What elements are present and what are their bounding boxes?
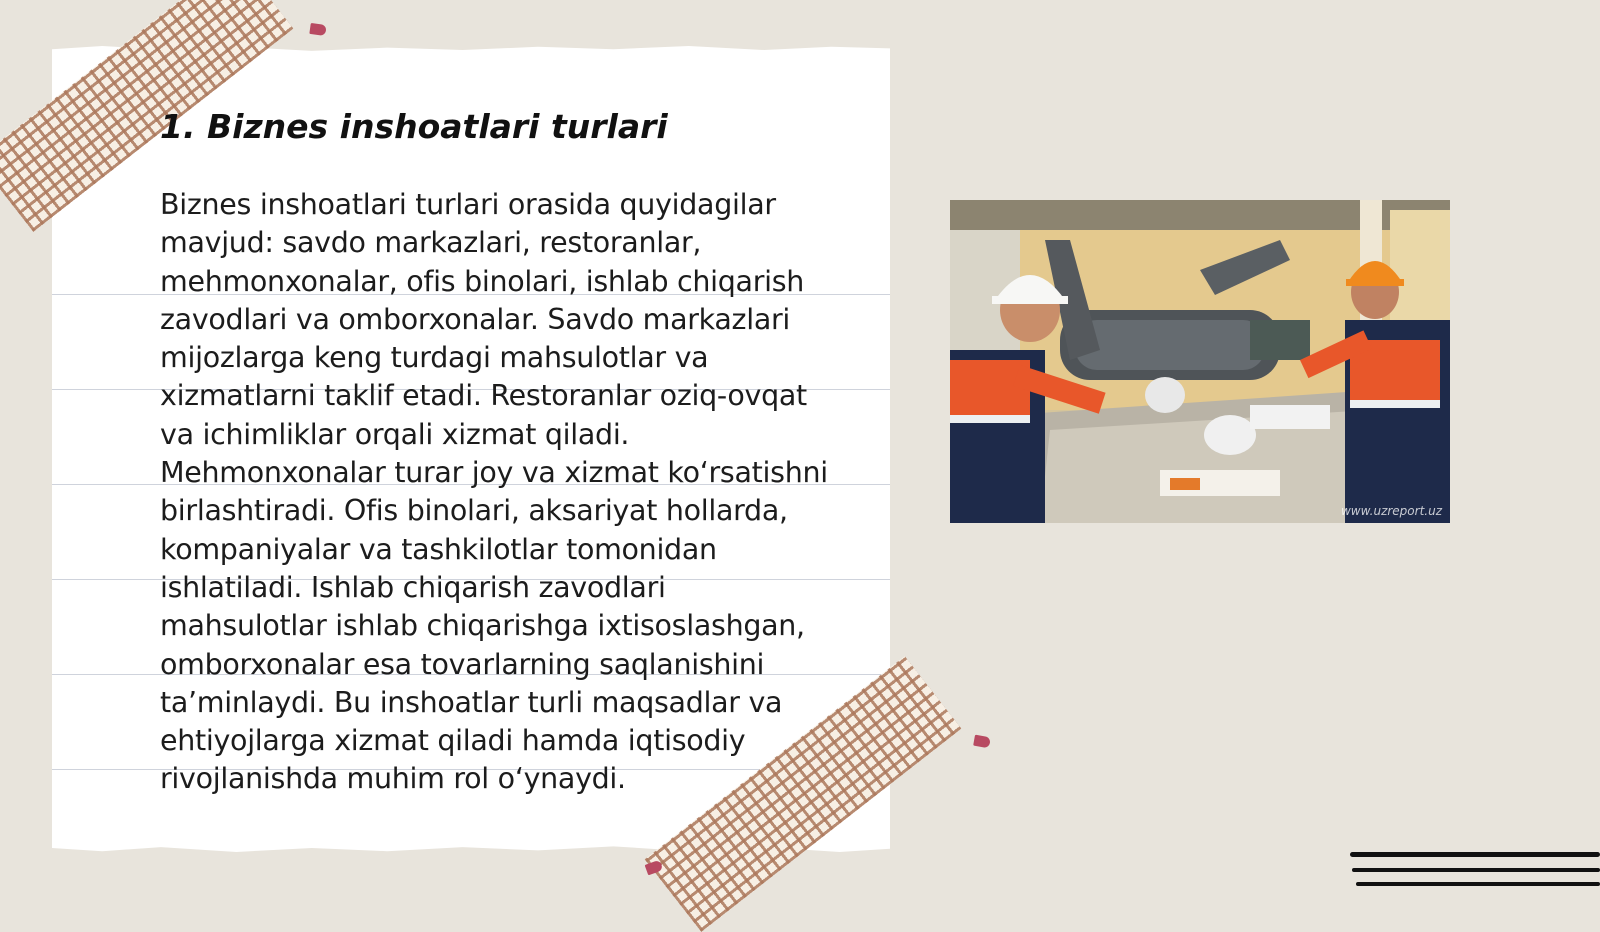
factory-workers-photo <box>950 200 1450 523</box>
pin-icon <box>309 23 326 36</box>
decorative-stroke <box>1352 868 1600 872</box>
photo-watermark: www.uzreport.uz <box>1340 504 1442 518</box>
decorative-stroke <box>1356 882 1600 886</box>
slide-body-text: Biznes inshoatlari turlari orasida quyidagilar mavjud: savdo markazlari, restoranlar, mehmonxonalar, ofis binolari, ishlab chiqarish zavodlari va omborxonalar. Savdo markazlari mijozlarga keng turdagi mahsulotlar va xizmatlarni taklif etadi. Restoranlar oziq-ovqat va ichimliklar orqali xizmat qiladi. Mehmonxonalar turar joy va xizmat ko‘rsatishni birlashtiradi. Ofis binolari, aksariyat hollarda, kompaniyalar va tashkilotlar tomonidan ishlatiladi. Ishlab chiqarish zavodlari mahsulotlar ishlab chiqarishga ixtisoslashgan, omborxonalar esa tovarlarning saqlanishini ta’minlaydi. Bu inshoatlar turli maqsadlar va ehtiyojlarga xizmat qiladi hamda iqtisodiy rivojlanishda muhim rol o‘ynaydi. <box>160 188 828 796</box>
decorative-stroke <box>1350 852 1600 857</box>
slide-title: 1. Biznes inshoatlari turlari <box>160 107 668 146</box>
factory-scene-illustration <box>950 200 1450 523</box>
pin-icon <box>973 735 991 749</box>
